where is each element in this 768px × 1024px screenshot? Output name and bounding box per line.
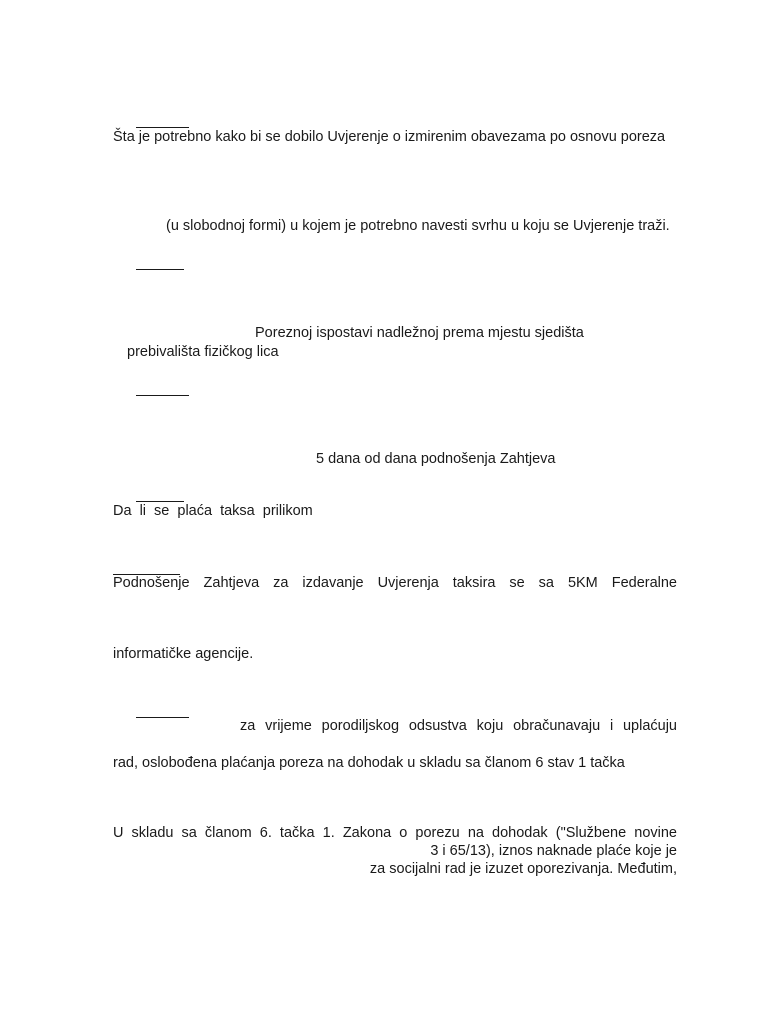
body-text-line: Podnošenje Zahtjeva za izdavanje Uvjerenja taksira se sa 5KM Federalne xyxy=(113,575,677,591)
separator-rule xyxy=(136,395,189,396)
body-text-line: (u slobodnoj formi) u kojem je potrebno navesti svrhu u koju se Uvjerenje traži. xyxy=(166,218,670,234)
body-text-line: za vrijeme porodiljskog odsustva koju obračunavaju i uplaćuju xyxy=(240,718,677,734)
question-heading: Šta je potrebno kako bi se dobilo Uvjerenje o izmirenim obavezama po osnovu poreza xyxy=(113,129,666,145)
separator-rule xyxy=(136,269,184,270)
body-text-line: prebivališta fizičkog lica xyxy=(127,344,279,360)
separator-rule xyxy=(136,501,184,502)
separator-rule xyxy=(136,717,189,718)
question-heading: Da li se plaća taksa prilikom xyxy=(113,503,313,519)
body-text-line: 3 i 65/13), iznos naknade plaće koje je xyxy=(430,843,677,859)
body-text-line: Poreznoj ispostavi nadležnoj prema mjestu sjedišta xyxy=(255,325,584,341)
body-text-line: za socijalni rad je izuzet oporezivanja. Međutim, xyxy=(369,861,677,877)
separator-rule xyxy=(136,127,189,128)
body-text-line: U skladu sa članom 6. tačka 1. Zakona o porezu na dohodak ("Službene novine xyxy=(113,825,677,841)
body-text-line: rad, oslobođena plaćanja poreza na dohodak u skladu sa članom 6 stav 1 tačka xyxy=(113,755,625,771)
body-text-line: informatičke agencije. xyxy=(113,646,254,662)
body-text-line: 5 dana od dana podnošenja Zahtjeva xyxy=(316,451,556,467)
